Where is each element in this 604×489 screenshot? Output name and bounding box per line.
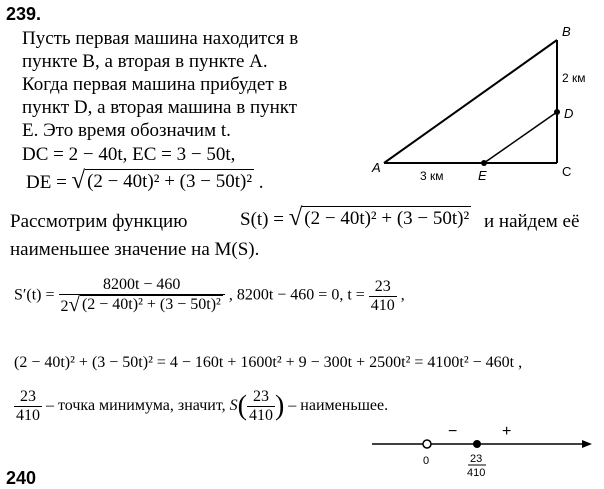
derivative-line: [14, 276, 405, 316]
point-e: [481, 160, 487, 166]
intro-start: Рассмотрим функцию: [10, 211, 188, 232]
point-d: [554, 109, 560, 115]
critical-point: [473, 440, 481, 448]
vertex-d-label: D: [564, 106, 574, 121]
point-denominator-label: 410: [467, 467, 486, 479]
bc-length-label: 2 км: [562, 71, 586, 85]
zero-point: [423, 440, 431, 448]
t-denominator: 410: [370, 296, 395, 314]
de-end: .: [258, 172, 264, 193]
min-s: S: [229, 397, 238, 415]
vertex-e-label: E: [478, 168, 487, 183]
derivative-fraction: [59, 276, 225, 316]
intro-end: и найдем её: [484, 211, 580, 232]
min-fraction: [14, 388, 42, 425]
de-sqrt: √ (2 − 40t)² + (3 − 50t)²: [71, 167, 253, 194]
zero-label: 0: [423, 455, 430, 467]
problem-line-3: Когда первая машина прибудет в: [22, 74, 288, 95]
problem-line-5: E. Это время обозначим t.: [22, 120, 231, 141]
min-end: – наименьшее.: [288, 397, 389, 415]
min-arg-denominator: 410: [248, 407, 273, 424]
t-value-fraction: [369, 278, 397, 315]
denominator-radicand: (2 − 40t)² + (3 − 50t)²: [80, 295, 223, 316]
problem-line-2: пункте B, а вторая в пункте A.: [22, 51, 268, 72]
minus-sign: −: [448, 423, 458, 440]
side-ab: [384, 40, 557, 163]
right-paren: ): [274, 390, 285, 422]
next-problem-number: 240: [6, 468, 37, 488]
vertex-b-label: B: [562, 24, 571, 39]
problem-number: 239.: [6, 4, 42, 24]
ac-length-label: 3 км: [420, 169, 444, 183]
denominator-sqrt: √ (2 − 40t)² + (3 − 50t)²: [68, 293, 221, 316]
intro-sqrt: √ (2 − 40t)² + (3 − 50t)²: [288, 204, 470, 231]
derivative-equation: , 8200t − 460 = 0, t =: [228, 286, 365, 304]
triangle-figure: [360, 20, 600, 190]
derivative-denominator: [59, 295, 225, 316]
derivative-end: ,: [400, 286, 405, 304]
min-text: – точка минимума, значит,: [46, 397, 226, 415]
problem-line-4: пункт D, а вторая машина в пункт: [22, 97, 298, 118]
min-arg-numerator: 23: [247, 388, 275, 407]
de-radicand: (2 − 40t)² + (3 − 50t)²: [87, 171, 253, 192]
dc-ec-formula: DC = 2 − 40t, EC = 3 − 50t,: [22, 144, 236, 165]
de-lhs: DE =: [26, 172, 67, 193]
vertex-c-label: C: [562, 164, 572, 179]
expansion-line: (2 − 40t)² + (3 − 50t)² = 4 − 160t + 1600t² + 9 − 300t + 2500t² = 4100t² − 460t ,: [14, 354, 523, 371]
minimum-line: [14, 388, 388, 425]
de-formula: [26, 169, 264, 194]
left-paren: (: [237, 390, 247, 422]
min-denominator: 410: [16, 407, 40, 424]
derivative-numerator: 8200t − 460: [59, 276, 225, 295]
derivative-lhs: S′(t) =: [14, 286, 55, 304]
min-arg-fraction: [247, 388, 275, 425]
plus-sign: +: [502, 423, 512, 440]
intro-function: [240, 206, 471, 231]
intro-radicand: (2 − 40t)² + (3 − 50t)²: [304, 208, 470, 229]
denominator-coefficient: 2: [60, 298, 69, 315]
intro-line-2: наименьшее значение на M(S).: [10, 239, 260, 260]
sign-number-line: [360, 418, 600, 480]
vertex-a-label: A: [372, 160, 381, 175]
problem-line-1: Пусть первая машина находится в: [22, 28, 299, 49]
intro-func-lhs: S(t) =: [240, 209, 284, 230]
t-numerator: 23: [369, 278, 397, 297]
segment-de: [484, 112, 557, 163]
number-line-arrow-icon: [582, 440, 592, 448]
min-numerator: 23: [14, 388, 42, 407]
point-numerator-label: 23: [470, 453, 483, 465]
